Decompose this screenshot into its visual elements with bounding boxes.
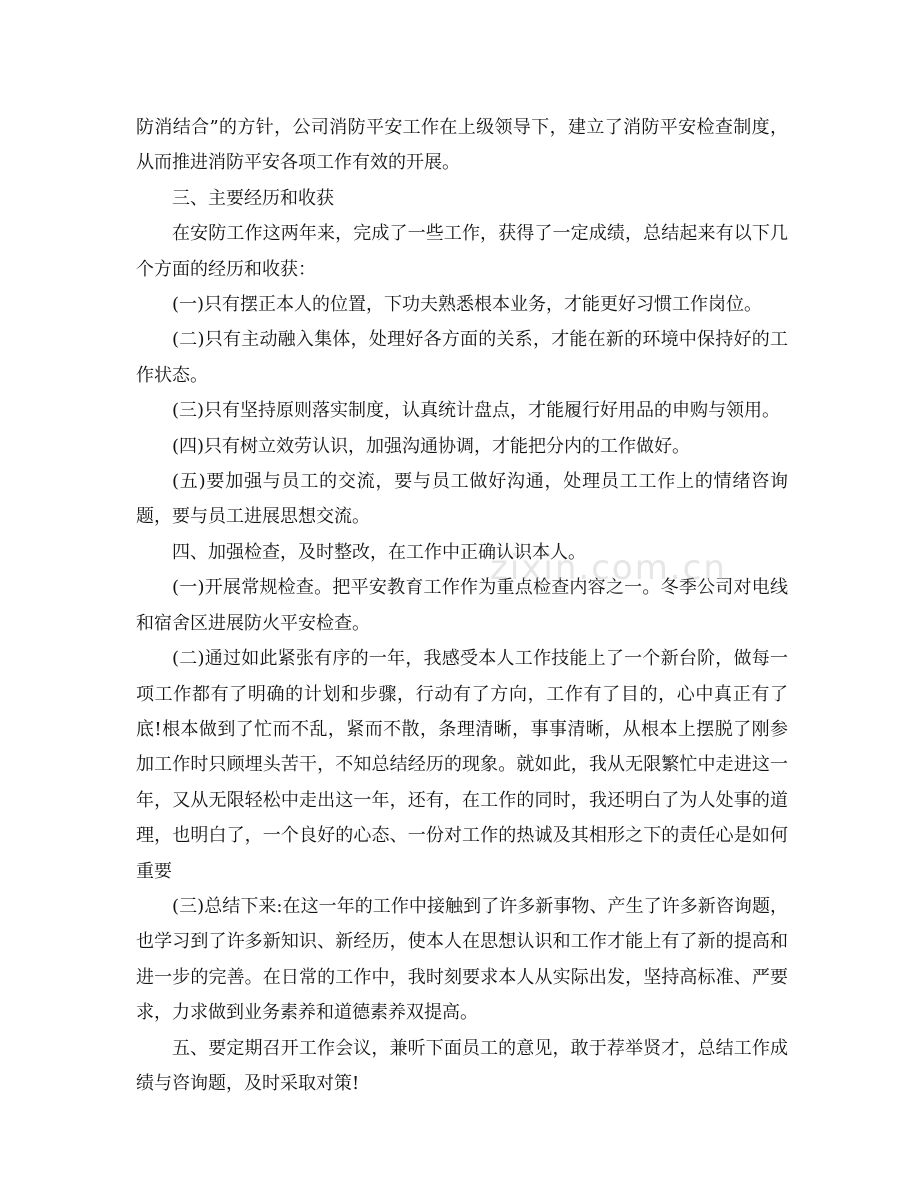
list-item-2: (二)只有主动融入集体，处理好各方面的关系，才能在新的环境中保持好的工作状态。 — [136, 329, 788, 386]
document-body — [136, 110, 788, 1101]
list-item-5: (五)要加强与员工的交流，要与员工做好沟通，处理员工工作上的情绪咨询题，要与员工进展思想交流。 — [136, 471, 788, 528]
list-item-4: (四)只有树立效劳认识，加强沟通协调，才能把分内的工作做好。 — [172, 435, 691, 457]
inspection-item-2: (二)通过如此紧张有序的一年，我感受本人工作技能上了一个新台阶，做每一项工作都有了明确的计划和步骤，行动有了方向，工作有了目的，心中真正有了底!根本做到了忙而不乱，紧而不散，条理清晰，事事清晰，从根本上摆脱了刚参加工作时只顾埋头苦干，不知总结经历的现象。就如此，我从无限繁忙中走进这一年，又从无限轻松中走出这一年，还有，在工作的同时，我还明白了为人处事的道理，也明白了，一个良好的心态、一份对工作的热诚及其相形之下的责任心是如何重要 — [136, 648, 788, 882]
inspection-item-1: (一)开展常规检查。把平安教育工作作为重点检查内容之一。冬季公司对电线和宿舍区进展防火平安检查。 — [136, 577, 788, 634]
inspection-item-3: (三)总结下来:在这一年的工作中接触到了许多新事物、产生了许多新咨询题，也学习到了许多新知识、新经历，使本人在思想认识和工作才能上有了新的提高和进一步的完善。在日常的工作中，我时刻要求本人从实际出发，坚持高标准、严要求，力求做到业务素养和道德素养双提高。 — [136, 895, 788, 1024]
paragraph-intro: 防消结合”的方针，公司消防平安工作在上级领导下，建立了消防平安检查制度，从而推进消防平安各项工作有效的开展。 — [136, 117, 788, 174]
section-heading-3: 三、主要经历和收获 — [172, 187, 334, 209]
section-heading-4: 四、加强检查，及时整改，在工作中正确认识本人。 — [172, 541, 586, 563]
list-item-1: (一)只有摆正本人的位置，下功夫熟悉根本业务，才能更好习惯工作岗位。 — [172, 294, 763, 316]
paragraph-experience-intro: 在安防工作这两年来，完成了一些工作，获得了一定成绩，总结起来有以下几个方面的经历和收获： — [136, 223, 788, 280]
section-heading-5: 五、要定期召开工作会议，兼听下面员工的意见，敢于荐举贤才，总结工作成绩与咨询题，及时采取对策! — [136, 1037, 788, 1094]
watermark: zixin.com.cn — [490, 548, 727, 588]
list-item-3: (三)只有坚持原则落实制度，认真统计盘点，才能履行好用品的申购与领用。 — [172, 400, 781, 422]
